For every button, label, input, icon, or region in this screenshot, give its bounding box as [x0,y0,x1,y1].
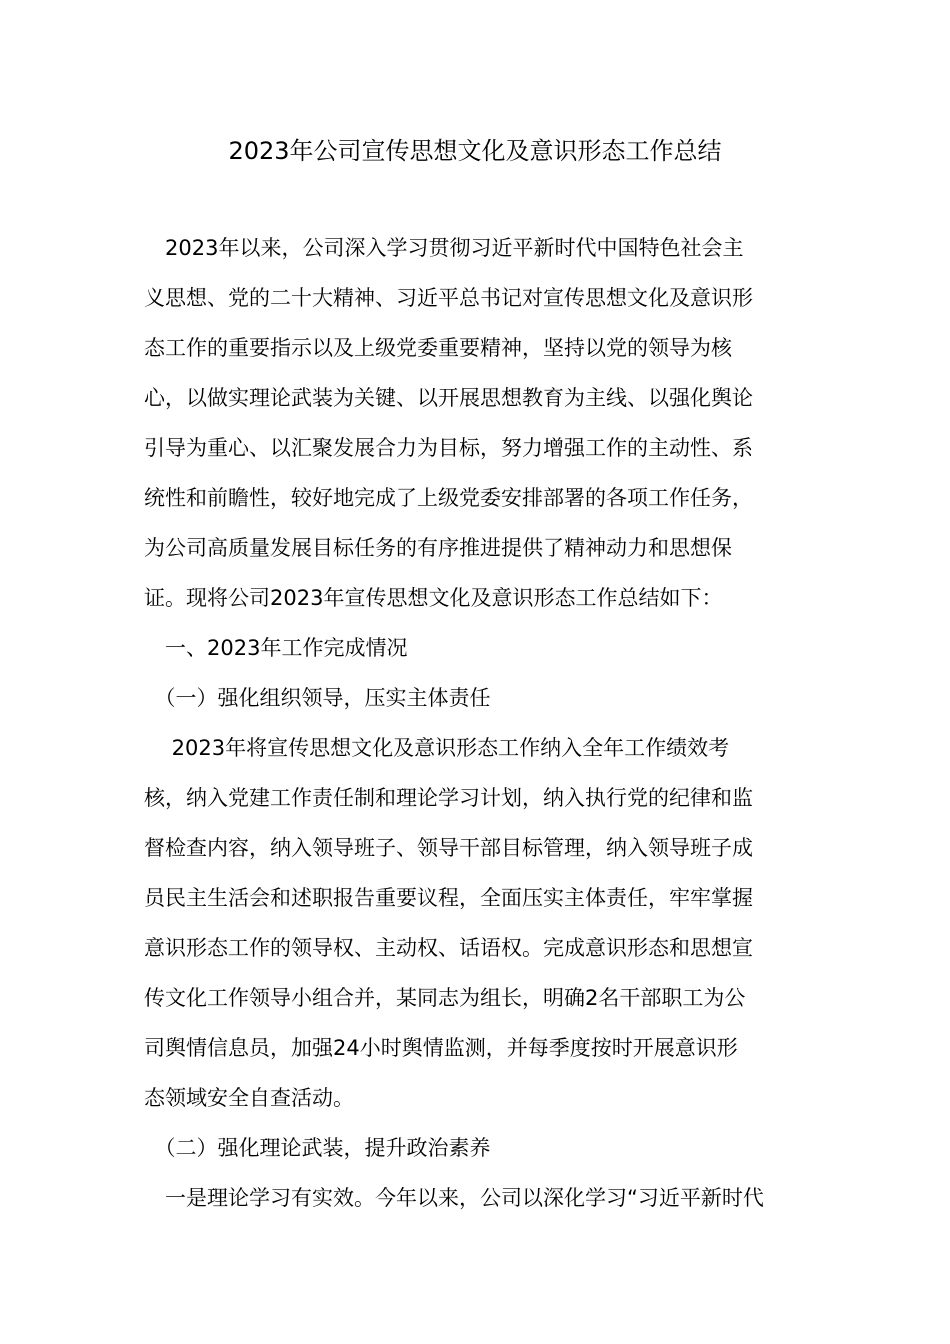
paragraph-line: 员民主生活会和述职报告重要议程，全面压实主体责任，牢牢掌握 [144,886,753,910]
paragraph-line: 核，纳入党建工作责任制和理论学习计划，纳入执行党的纪律和监 [144,786,753,810]
paragraph-line: 统性和前瞻性，较好地完成了上级党委安排部署的各项工作任务， [144,486,753,510]
paragraph-line: 态工作的重要指示以及上级党委重要精神，坚持以党的领导为核 [144,336,732,360]
paragraph-line: 义思想、党的二十大精神、习近平总书记对宣传思想文化及意识形 [144,286,753,310]
paragraph-line: 督检查内容，纳入领导班子、领导干部目标管理，纳入领导班子成 [144,836,753,860]
document-title: 2023年公司宣传思想文化及意识形态工作总结 [228,137,722,165]
paragraph-line: 证。现将公司2023年宣传思想文化及意识形态工作总结如下： [144,586,723,610]
subsection-heading: （二）强化理论武装，提升政治素养 [144,1136,491,1160]
paragraph-line: 意识形态工作的领导权、主动权、话语权。完成意识形态和思想宣 [144,936,753,960]
paragraph-line: 司舆情信息员，加强24小时舆情监测，并每季度按时开展意识形 [144,1036,738,1060]
paragraph-line: 2023年将宣传思想文化及意识形态工作纳入全年工作绩效考 [144,736,730,760]
paragraph-line: 引导为重心、以汇聚发展合力为目标，努力增强工作的主动性、系 [144,436,753,460]
section-heading: 一、2023年工作完成情况 [144,636,408,660]
paragraph-line: 态领域安全自查活动。 [144,1086,354,1110]
subsection-heading: （一）强化组织领导，压实主体责任 [144,686,491,710]
paragraph-line: 2023年以来，公司深入学习贯彻习近平新时代中国特色社会主 [144,236,744,260]
paragraph-line: 一是理论学习有实效。今年以来，公司以深化学习“习近平新时代 [144,1186,764,1210]
paragraph-line: 传文化工作领导小组合并，某同志为组长，明确2名干部职工为公 [144,986,746,1010]
paragraph-line: 心，以做实理论武装为关键、以开展思想教育为主线、以强化舆论 [144,386,753,410]
paragraph-line: 为公司高质量发展目标任务的有序推进提供了精神动力和思想保 [144,536,732,560]
